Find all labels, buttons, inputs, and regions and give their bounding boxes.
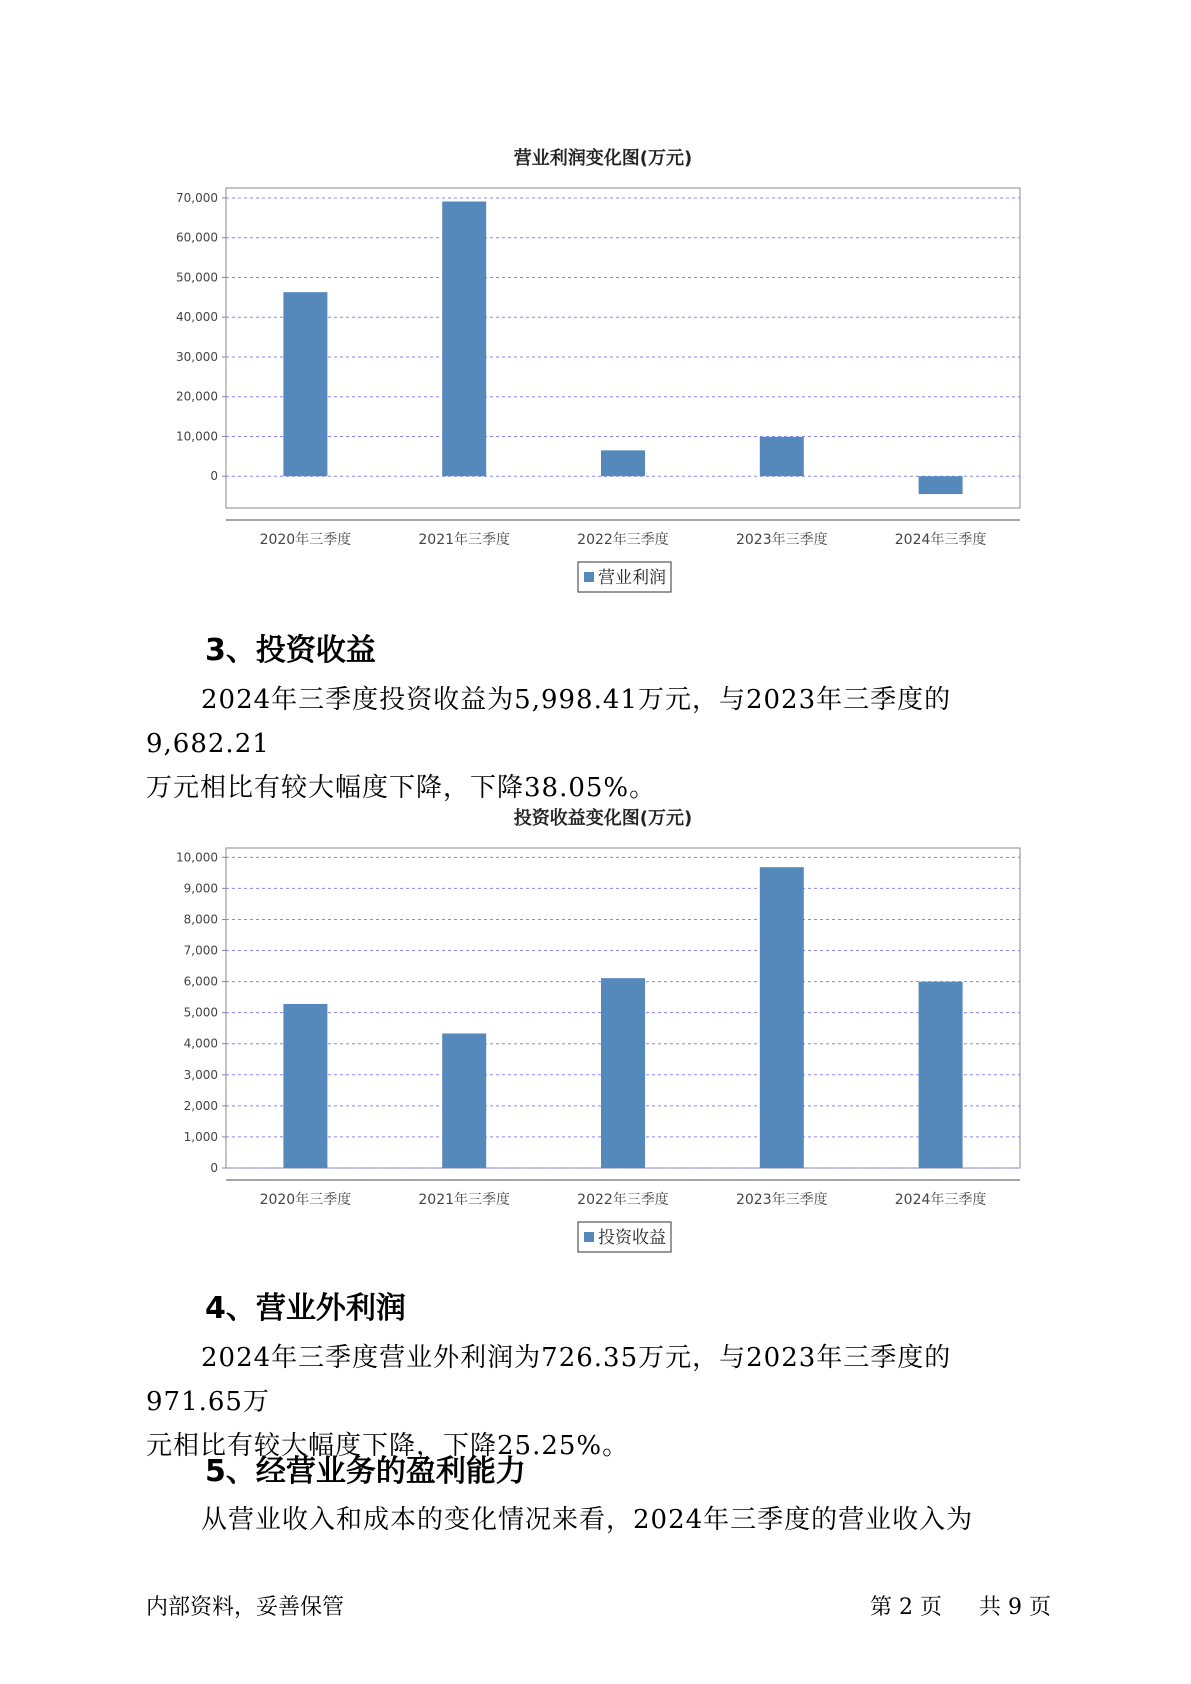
operating-profit-chart: [0, 140, 1191, 600]
paragraph-line: 元相比有较大幅度下降，下降25.25%。: [146, 1431, 630, 1461]
y-tick-label: 3,000: [183, 1067, 218, 1082]
x-tick-label: 2024年三季度: [894, 532, 987, 548]
x-tick-label: 2020年三季度: [259, 532, 352, 548]
bar-3: [601, 978, 645, 1168]
x-tick-label: 2021年三季度: [418, 1192, 511, 1208]
y-tick-label: 5,000: [183, 1005, 218, 1020]
chart-title: 营业利润变化图(万元): [513, 148, 693, 169]
x-tick-label: 2023年三季度: [735, 1192, 828, 1208]
bar-2: [442, 202, 486, 477]
y-tick-label: 10,000: [176, 850, 218, 865]
bar-2: [442, 1033, 486, 1168]
y-tick-label: 8,000: [183, 912, 218, 927]
footer-page-number: 第 2 页: [870, 1595, 943, 1620]
y-tick-label: 7,000: [183, 943, 218, 958]
y-tick-label: 1,000: [183, 1129, 218, 1144]
bar-5: [919, 476, 963, 494]
paragraph-line: 2024年三季度投资收益为5,998.41万元，与2023年三季度的9,682.21: [146, 685, 952, 759]
paragraph-profitability: [146, 1498, 1046, 1542]
chart-title: 投资收益变化图(万元): [513, 808, 693, 829]
footer-total-pages: 共 9 页: [979, 1595, 1051, 1620]
section-heading-profitability: 5、经营业务的盈利能力: [205, 1454, 526, 1489]
x-tick-label: 2024年三季度: [894, 1192, 987, 1208]
legend-swatch: [584, 1232, 594, 1242]
footer-confidential-note: 内部资料，妥善保管: [146, 1595, 345, 1620]
legend-label: 营业利润: [598, 568, 666, 588]
bar-4: [760, 437, 804, 476]
paragraph-investment-income: [146, 678, 1046, 810]
y-tick-label: 6,000: [183, 974, 218, 989]
bar-1: [283, 1004, 327, 1168]
bar-4: [760, 867, 804, 1168]
y-tick-label: 0: [210, 469, 218, 484]
x-tick-label: 2020年三季度: [259, 1192, 352, 1208]
y-tick-label: 10,000: [176, 429, 218, 444]
section-heading-non-operating-profit: 4、营业外利润: [205, 1291, 406, 1326]
bar-5: [919, 982, 963, 1168]
paragraph-line: 2024年三季度营业外利润为726.35万元，与2023年三季度的971.65万: [146, 1343, 952, 1417]
y-tick-label: 50,000: [176, 270, 218, 285]
y-tick-label: 30,000: [176, 349, 218, 364]
y-tick-label: 9,000: [183, 881, 218, 896]
operating-profit-chart-svg: [0, 140, 1191, 600]
y-tick-label: 2,000: [183, 1098, 218, 1113]
bar-1: [283, 292, 327, 476]
section-heading-investment-income: 3、投资收益: [205, 633, 376, 668]
footer-page-info: [864, 1590, 1051, 1621]
x-tick-label: 2021年三季度: [418, 532, 511, 548]
x-tick-label: 2022年三季度: [577, 1192, 669, 1208]
y-tick-label: 4,000: [183, 1036, 218, 1051]
investment-income-chart: [0, 800, 1191, 1260]
x-tick-label: 2023年三季度: [735, 532, 828, 548]
y-tick-label: 40,000: [176, 310, 218, 325]
legend-label: 投资收益: [598, 1228, 666, 1248]
y-tick-label: 0: [210, 1161, 218, 1175]
y-tick-label: 20,000: [176, 389, 218, 404]
investment-income-chart-svg: [0, 800, 1191, 1260]
bar-3: [601, 450, 645, 476]
paragraph-line: 万元相比有较大幅度下降，下降38.05%。: [146, 773, 657, 803]
x-tick-label: 2022年三季度: [577, 532, 669, 548]
paragraph-line: 从营业收入和成本的变化情况来看，2024年三季度的营业收入为: [201, 1505, 974, 1535]
legend-swatch: [584, 572, 594, 582]
y-tick-label: 60,000: [176, 230, 218, 245]
y-tick-label: 70,000: [176, 190, 218, 205]
